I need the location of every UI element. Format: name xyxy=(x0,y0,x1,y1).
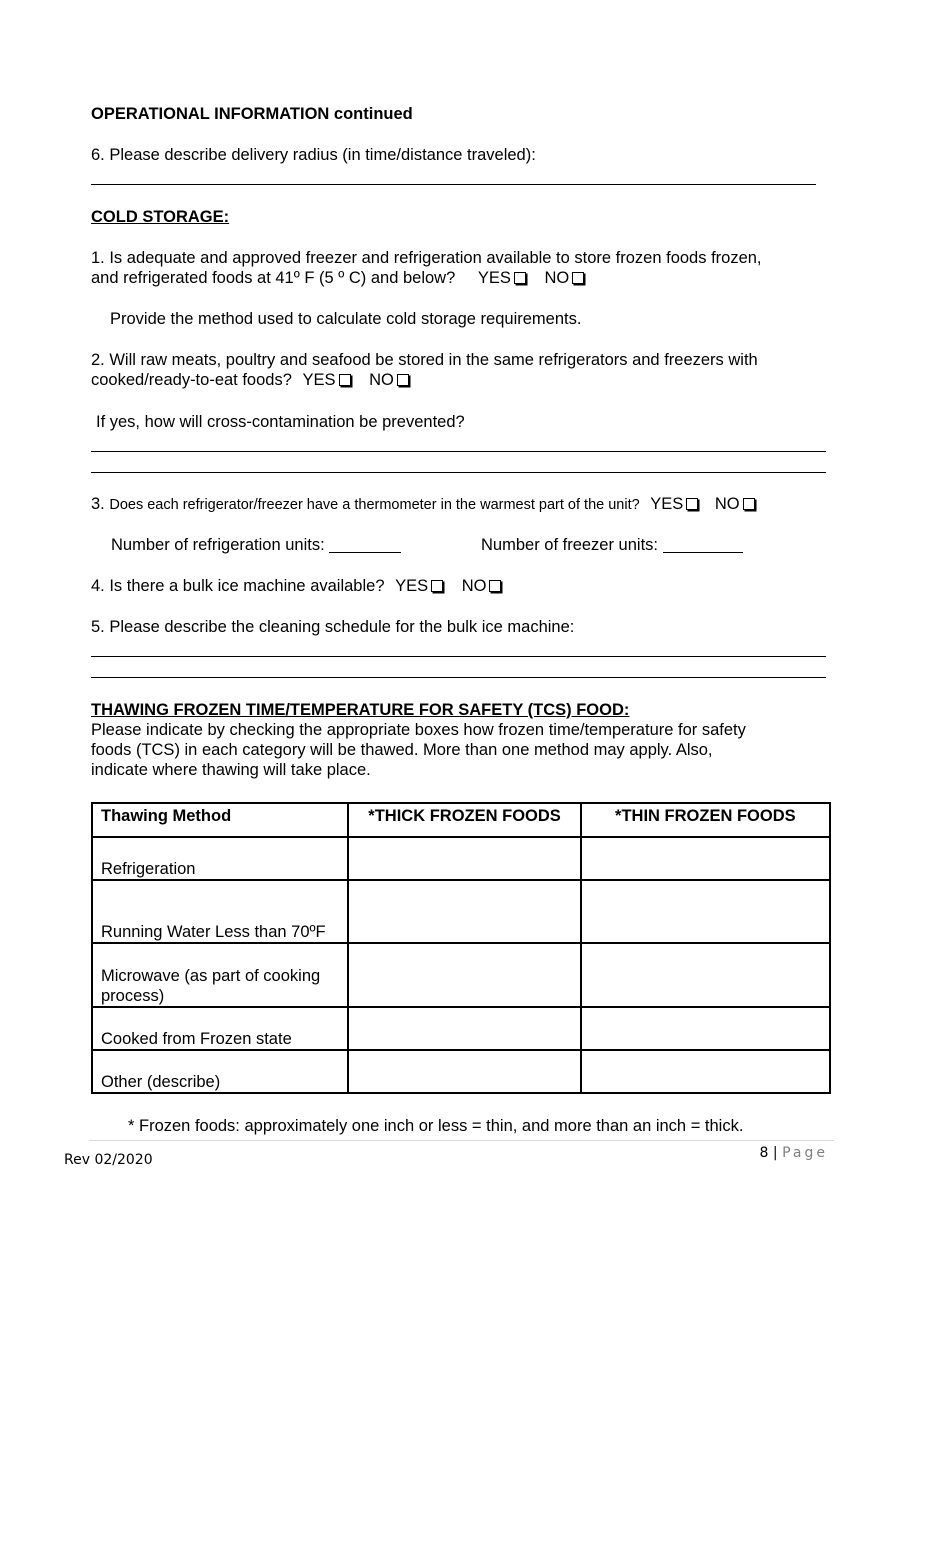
table-row xyxy=(92,880,830,943)
header-thawing-method: Thawing Method xyxy=(92,803,348,837)
q1-no-checkbox-icon[interactable] xyxy=(572,272,584,284)
q3-yes-checkbox-icon[interactable] xyxy=(686,498,698,510)
revision-label: Rev 02/2020 xyxy=(64,1152,153,1168)
freezer-units-input[interactable] xyxy=(663,536,743,553)
thick-cell-running-water[interactable] xyxy=(348,880,580,943)
q4-yes-option[interactable]: YES xyxy=(395,576,443,596)
section-title: OPERATIONAL INFORMATION continued xyxy=(91,105,413,123)
question-3-number: 3. xyxy=(91,495,105,513)
question-5: 5. Please describe the cleaning schedule for the bulk ice machine: xyxy=(91,618,575,636)
table-row xyxy=(92,1050,830,1093)
q2-yes-checkbox-icon[interactable] xyxy=(339,374,351,386)
q2-yes-option[interactable]: YES xyxy=(302,370,350,390)
table-row xyxy=(92,837,830,880)
thawing-table xyxy=(91,802,831,1094)
thawing-table-header-row xyxy=(92,803,830,837)
thin-cell-microwave[interactable] xyxy=(581,943,830,1007)
answer-line-q6[interactable] xyxy=(91,184,816,185)
thin-cell-running-water[interactable] xyxy=(581,880,830,943)
q3-yes-option[interactable]: YES xyxy=(650,494,698,514)
cold-storage-heading: COLD STORAGE: xyxy=(91,208,230,226)
question-2-text: cooked/ready-to-eat foods? xyxy=(91,371,292,389)
method-cooked-from-frozen: Cooked from Frozen state xyxy=(92,1007,348,1050)
q1-yes-option[interactable]: YES xyxy=(478,268,526,288)
table-row xyxy=(92,943,830,1007)
header-thick-frozen-foods: *THICK FROZEN FOODS xyxy=(348,803,580,837)
page-number-value: 8 xyxy=(759,1145,769,1161)
thick-cell-refrigeration[interactable] xyxy=(348,837,580,880)
question-1-line-1: 1. Is adequate and approved freezer and refrigeration available to store frozen foods frozen, xyxy=(91,249,762,267)
question-4-text: 4. Is there a bulk ice machine available? xyxy=(91,577,385,595)
method-note: Provide the method used to calculate cold storage requirements. xyxy=(110,310,582,328)
refrigeration-units-label: Number of refrigeration units: xyxy=(111,536,325,554)
answer-line-q5-2[interactable] xyxy=(91,677,826,678)
thawing-footnote: * Frozen foods: approximately one inch or less = thin, and more than an inch = thick. xyxy=(128,1117,744,1135)
method-refrigeration: Refrigeration xyxy=(92,837,348,880)
freezer-units-field xyxy=(481,535,743,555)
q3-no-option[interactable]: NO xyxy=(715,494,755,514)
question-6: 6. Please describe delivery radius (in time/distance traveled): xyxy=(91,146,536,164)
answer-line-q5-1[interactable] xyxy=(91,656,826,657)
q1-no-option[interactable]: NO xyxy=(544,268,584,288)
thin-cell-refrigeration[interactable] xyxy=(581,837,830,880)
page-number-separator: | xyxy=(772,1145,778,1161)
page-label: Page xyxy=(782,1145,828,1161)
question-1-text: and refrigerated foods at 41º F (5 º C) and below? xyxy=(91,269,456,287)
header-thin-frozen-foods: *THIN FROZEN FOODS xyxy=(581,803,830,837)
answer-line-q2-2[interactable] xyxy=(91,472,826,473)
question-2-followup: If yes, how will cross-contamination be prevented? xyxy=(96,413,465,431)
thawing-instructions-line-2: foods (TCS) in each category will be thawed. More than one method may apply. Also, xyxy=(91,741,713,759)
freezer-units-label: Number of freezer units: xyxy=(481,536,658,554)
q2-no-checkbox-icon[interactable] xyxy=(397,374,409,386)
question-2-line-2 xyxy=(91,370,836,390)
q4-no-checkbox-icon[interactable] xyxy=(489,580,501,592)
question-2 xyxy=(91,350,836,390)
method-microwave: Microwave (as part of cooking process) xyxy=(92,943,348,1007)
q4-no-option[interactable]: NO xyxy=(462,576,502,596)
thawing-heading: THAWING FROZEN TIME/TEMPERATURE FOR SAFETY (TCS) FOOD: xyxy=(91,701,630,719)
footer-divider xyxy=(89,1140,834,1141)
method-running-water: Running Water Less than 70ºF xyxy=(92,880,348,943)
q1-yes-checkbox-icon[interactable] xyxy=(514,272,526,284)
question-3 xyxy=(91,494,836,515)
thick-cell-cooked-from-frozen[interactable] xyxy=(348,1007,580,1050)
refrigeration-units-field xyxy=(111,535,401,555)
thawing-instructions xyxy=(91,720,836,780)
question-2-line-1: 2. Will raw meats, poultry and seafood be stored in the same refrigerators and freezers with xyxy=(91,351,758,369)
thawing-instructions-line-1: Please indicate by checking the appropriate boxes how frozen time/temperature for safety xyxy=(91,721,746,739)
thin-cell-other[interactable] xyxy=(581,1050,830,1093)
q2-no-option[interactable]: NO xyxy=(369,370,409,390)
table-row xyxy=(92,1007,830,1050)
question-1 xyxy=(91,248,836,288)
q4-yes-checkbox-icon[interactable] xyxy=(431,580,443,592)
question-4 xyxy=(91,576,836,596)
method-other: Other (describe) xyxy=(92,1050,348,1093)
thin-cell-cooked-from-frozen[interactable] xyxy=(581,1007,830,1050)
thawing-instructions-line-3: indicate where thawing will take place. xyxy=(91,761,371,779)
question-1-line-2 xyxy=(91,268,836,288)
page-number xyxy=(760,1143,828,1163)
answer-line-q2-1[interactable] xyxy=(91,451,826,452)
question-3-text: Does each refrigerator/freezer have a thermometer in the warmest part of the unit? xyxy=(109,497,640,513)
thick-cell-other[interactable] xyxy=(348,1050,580,1093)
q3-no-checkbox-icon[interactable] xyxy=(743,498,755,510)
thick-cell-microwave[interactable] xyxy=(348,943,580,1007)
refrigeration-units-input[interactable] xyxy=(329,536,401,553)
